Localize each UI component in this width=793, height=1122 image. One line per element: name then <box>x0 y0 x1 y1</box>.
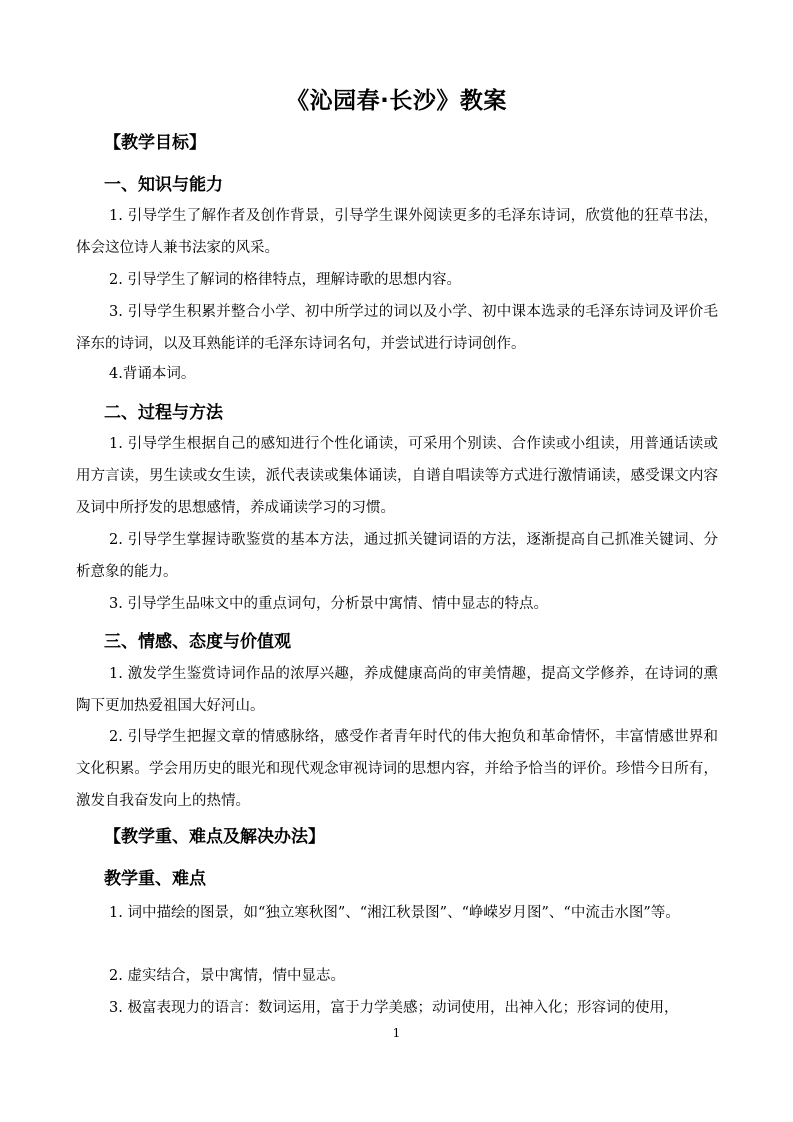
section-heading-teaching-goals: 【教学目标】 <box>104 133 206 153</box>
paragraph: 3. 引导学生品味文中的重点词句，分析景中寓情、情中显志的特点。 <box>109 596 548 612</box>
paragraph: 2. 引导学生把握文章的情感脉络，感受作者青年时代的伟大抱负和革命情怀，丰富情感世界和文化积累。学会用历史的眼光和现代观念审视诗词的思想内容，并给予恰当的评价。珍惜今日所有，激发自我奋发向上的热情。 <box>76 729 718 809</box>
subheading-emotion-values: 三、情感、态度与价值观 <box>104 632 291 652</box>
section-heading-key-points: 【教学重、难点及解决办法】 <box>104 827 325 847</box>
paragraph: 1. 激发学生鉴赏诗词作品的浓厚兴趣，养成健康高尚的审美情趣，提高文学修养，在诗词的熏陶下更加热爱祖国大好河山。 <box>76 666 718 714</box>
paragraph: 2. 引导学生掌握诗歌鉴赏的基本方法，通过抓关键词语的方法，逐渐提高自己抓准关键词、分析意象的能力。 <box>76 532 718 580</box>
paragraph: 1. 词中描绘的图景，如“独立寒秋图”、“湘江秋景图”、“峥嵘岁月图”、“中流击水图”等。 <box>109 905 680 921</box>
paragraph: 3. 引导学生积累并整合小学、初中所学过的词以及小学、初中课本选录的毛泽东诗词及评价毛泽东的诗词，以及耳熟能详的毛泽东诗词名句，并尝试进行诗词创作。 <box>76 304 718 352</box>
paragraph: 3. 极富表现力的语言：数词运用，富于力学美感；动词使用，出神入化；形容词的使用， <box>109 1000 679 1016</box>
paragraph: 2. 引导学生了解词的格律特点，理解诗歌的思想内容。 <box>109 272 461 288</box>
document-title: 《沁园春·长沙》教案 <box>286 88 507 114</box>
page-number: 1 <box>392 1026 401 1040</box>
paragraph: 1. 引导学生根据自己的感知进行个性化诵读，可采用个别读、合作读或小组读，用普通话读或用方言读，男生读或女生读，派代表读或集体诵读，自谱自唱读等方式进行激情诵读，感受课文内容及词中所抒发的思想感情，养成诵读学习的习惯。 <box>76 436 718 516</box>
subheading-key-difficult-points: 教学重、难点 <box>104 869 206 889</box>
paragraph: 4.背诵本词。 <box>109 366 196 382</box>
subheading-knowledge-ability: 一、知识与能力 <box>104 175 223 195</box>
paragraph: 1. 引导学生了解作者及创作背景，引导学生课外阅读更多的毛泽东诗词，欣赏他的狂草书法，体会这位诗人兼书法家的风采。 <box>76 208 718 256</box>
subheading-process-method: 二、过程与方法 <box>104 403 223 423</box>
paragraph: 2. 虚实结合，景中寓情，情中显志。 <box>109 968 345 984</box>
